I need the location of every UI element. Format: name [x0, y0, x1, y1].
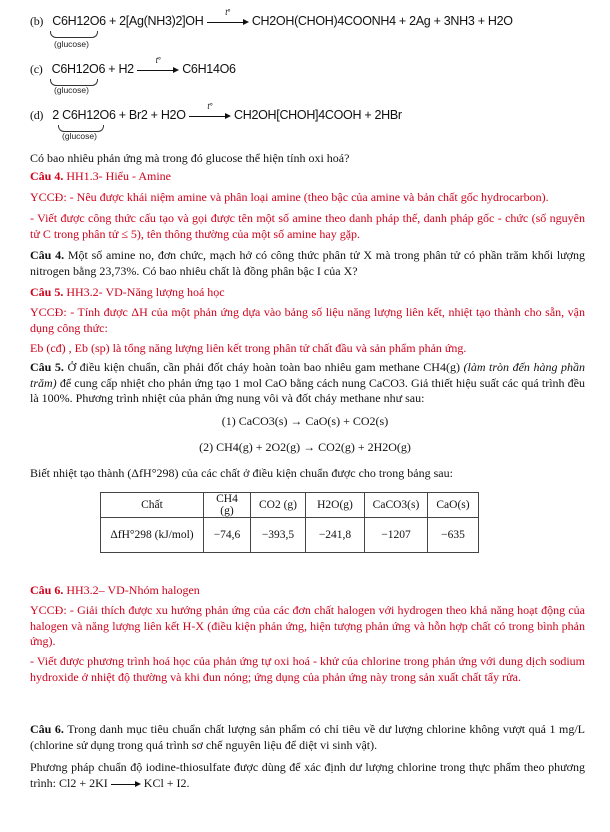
reaction-arrow: t° — [189, 110, 231, 122]
table-header-cell: CaO(s) — [428, 493, 479, 518]
equation-products: CH2OH(CHOH)4COONH4 + 2Ag + 3NH3 + H2O — [251, 14, 513, 28]
equation-c — [30, 55, 236, 77]
equation-label: (b) — [30, 14, 44, 28]
enthalpy-intro: Biết nhiệt tạo thành (ΔfH°298) của các chất ở điều kiện chuẩn được cho trong bảng sau: — [30, 466, 453, 480]
table-header-cell: Chất — [101, 493, 204, 518]
glucose-label: (glucose) — [62, 131, 97, 141]
cau5-yccd-2: Eb (cđ) , Eb (sp) là tổng năng lượng liên kết trong phân tử chất đầu và sản phẩm phản ứng. — [30, 341, 467, 355]
glucose-label: (glucose) — [54, 85, 89, 95]
cau6-yccd-1: YCCĐ: - Giải thích được xu hướng phản ứng của các đơn chất halogen với hydrogen theo khả năng hoạt động của halogen và năng lượng liên kết H-X (điều kiện phản ứng, hiện tượng phản ứng và hỗn hợp chất có trong bình phản ứng). — [30, 603, 585, 648]
table-header-cell: CaCO3(s) — [365, 493, 428, 518]
cau4-yccd-1: YCCĐ: - Nêu được khái niệm amine và phân loại amine (theo bậc của amine và bản chất gốc hydrocarbon). — [30, 190, 549, 204]
cau5-question: Câu 5. Ở điều kiện chuẩn, cần phải đốt cháy hoàn toàn bao nhiêu gam methane CH4(g) (làm tròn đến hàng phần trăm) để cung cấp nhiệt cho phản ứng tạo 1 mol CaO bằng cách nung CaCO3. Giả thiết hiệu suất các quá trình đều là 100%. Phương trình nhiệt của phản ứng nung vôi và đốt cháy methane như sau: — [30, 360, 586, 405]
cau4-yccd-2: - Viết được công thức cấu tạo và gọi được tên một số amine theo danh pháp thế, danh pháp gốc - chức (số nguyên tử C trong phân tử ≤ 5), tên thông thường của một số amine hay gặp. — [30, 211, 585, 241]
table-row-label: ΔfH°298 (kJ/mol) — [101, 518, 204, 553]
table-row — [101, 518, 479, 553]
cau6-yccd-2: - Viết được phương trình hoá học của phản ứng tự oxi hoá - khử của chlorine trong phản ứng với dung dịch sodium hydroxide ở nhiệt độ thường và khi đun nóng; ứng dụng của phản ứng này trong sản xuất chất tẩy rửa. — [30, 654, 585, 684]
table-cell: −74,6 — [204, 518, 251, 553]
cau6-heading: Câu 6. HH3.2– VD-Nhóm halogen — [30, 583, 200, 597]
cau6-method: Phương pháp chuẩn độ iodine-thiosulfate được dùng để xác định dư lượng chlorine trong thực phẩm theo phương trình: Cl2 + 2KI KCl + I2. — [30, 760, 585, 790]
table-cell: −1207 — [365, 518, 428, 553]
equation-d — [30, 101, 402, 123]
cau4-question: Câu 4. Một số amine no, đơn chức, mạch hở có công thức phân tử X mà trong phân tử có phần trăm khối lượng nitrogen bằng 23,73%. Có bao nhiêu chất là đồng phân bậc I của X? — [30, 248, 586, 278]
table-cell: −241,8 — [306, 518, 365, 553]
reaction-1: (1) CaCO3(s) → CaO(s) + CO2(s) — [221, 414, 389, 428]
reaction-2: (2) CH4(g) + 2O2(g) → CO2(g) + 2H2O(g) — [199, 440, 411, 454]
equation-products: CH2OH[CHOH]4COOH + 2HBr — [234, 108, 402, 122]
equation-b — [30, 7, 513, 29]
table-header-cell: CO2 (g) — [251, 493, 306, 518]
equation-label: (c) — [30, 62, 43, 76]
reaction-arrow: t° — [207, 16, 249, 28]
table-header-cell: H2O(g) — [306, 493, 365, 518]
cau5-heading: Câu 5. HH3.2- VD-Năng lượng hoá học — [30, 285, 225, 299]
cau6-question: Câu 6. Trong danh mục tiêu chuẩn chất lượng sản phẩm có chỉ tiêu về dư lượng chlorine không vượt quá 1 mg/L (chlorine sử dụng trong quá trình sơ chế nguyên liệu để diệt vi sinh vật). — [30, 722, 585, 752]
equation-reactants: C6H12O6 + H2 — [51, 62, 134, 76]
cau5-yccd-1: YCCĐ: - Tính được ΔH của một phản ứng dựa vào bảng số liệu năng lượng liên kết, nhiệt tạo thành cho sẵn, vận dụng công thức: — [30, 305, 585, 335]
question-oxidation: Có bao nhiêu phản ứng mà trong đó glucose thể hiện tính oxi hoá? — [30, 151, 350, 165]
cau4-heading: Câu 4. HH1.3- Hiểu - Amine — [30, 169, 171, 183]
reaction-arrow — [111, 778, 141, 790]
equation-reactants: C6H12O6 + 2[Ag(NH3)2]OH — [52, 14, 204, 28]
table-cell: −635 — [428, 518, 479, 553]
glucose-label: (glucose) — [54, 39, 89, 49]
table-cell: −393,5 — [251, 518, 306, 553]
equation-products: C6H14O6 — [182, 62, 236, 76]
equation-label: (d) — [30, 108, 44, 122]
underbrace — [50, 31, 98, 38]
table-header-row — [101, 493, 479, 518]
enthalpy-table — [100, 492, 479, 553]
table-header-cell: CH4 (g) — [204, 493, 251, 518]
reaction-arrow: t° — [137, 64, 179, 76]
method-equation-left: Cl2 + 2KI — [59, 775, 108, 790]
equation-reactants: 2 C6H12O6 + Br2 + H2O — [52, 108, 186, 122]
method-equation-right: KCl + I2. — [143, 775, 190, 790]
